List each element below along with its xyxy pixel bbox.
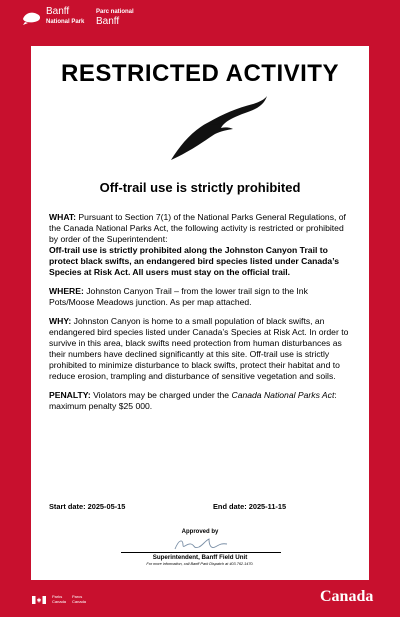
agency-signature bbox=[52, 594, 87, 604]
signer-title: Superintendent, Banff Field Unit bbox=[152, 554, 248, 561]
park-name-fr: Parc national Banff bbox=[96, 9, 134, 27]
why-label: WHY: bbox=[49, 316, 72, 326]
parks-canada-beaver-logo-icon bbox=[22, 10, 42, 26]
signature bbox=[171, 535, 231, 553]
penalty-paragraph bbox=[49, 390, 354, 412]
canada-wordmark: Canada bbox=[320, 588, 374, 605]
what-bold-text: Off-trail use is strictly prohibited along the Johnston Canyon Trail to protect black swifts, an endangered bird species listed under Canada’s Species at Risk Act. All users must stay on the official trail. bbox=[49, 245, 340, 277]
why-paragraph bbox=[49, 316, 354, 382]
sign-title: RESTRICTED ACTIVITY bbox=[61, 60, 339, 87]
sign-sheet bbox=[31, 46, 369, 580]
canada-flag-icon bbox=[32, 596, 46, 604]
agency-en: Parks Canada bbox=[52, 594, 67, 604]
start-date: Start date: 2025-05-15 bbox=[49, 502, 126, 511]
penalty-act-name: Canada National Parks Act bbox=[231, 390, 335, 400]
sign-body bbox=[49, 212, 354, 420]
penalty-label: PENALTY: bbox=[49, 390, 91, 400]
signature-line bbox=[121, 552, 281, 553]
what-label: WHAT: bbox=[49, 212, 77, 222]
where-label: WHERE: bbox=[49, 286, 84, 296]
penalty-text-before: Violators may be charged under the bbox=[90, 390, 232, 400]
black-swift-bird-icon bbox=[169, 94, 269, 162]
park-name-en: Banff National Park bbox=[46, 6, 85, 25]
penalty-text-after: : maximum penalty $25 000. bbox=[49, 390, 337, 411]
agency-fr: Parcs Canada bbox=[72, 594, 87, 604]
approved-by-label: Approved by bbox=[181, 529, 219, 535]
why-text: Johnston Canyon is home to a small population of black swifts, an endangered bird species listed under Canada’s Species at Risk Act. In order to survive in this area, black swifts need protection from human disturbances as their numbers have declined significantly at this site. Off-trail use is strictly prohibited to minimize disturbance to black swifts, protect their habitat and to reduce erosion, trampling and disturbance of sensitive vegetation and soils. bbox=[49, 316, 349, 381]
where-text: Johnston Canyon Trail – from the lower trail sign to the Ink Pots/Moose Meadows junction. As per map attached. bbox=[49, 286, 308, 307]
what-text: Pursuant to Section 7(1) of the National Parks General Regulations, of the Canada National Parks Act, the following activity is restricted or prohibited by order of the Superintendent: bbox=[49, 212, 346, 244]
dates-row bbox=[49, 502, 354, 511]
contact-info: For more information, call Banff Park Dispatch at 403.762.1470. bbox=[146, 562, 254, 566]
what-paragraph bbox=[49, 212, 354, 278]
where-paragraph bbox=[49, 286, 354, 308]
park-header bbox=[0, 0, 400, 44]
end-date: End date: 2025-11-15 bbox=[213, 502, 287, 511]
sign-subtitle: Off-trail use is strictly prohibited bbox=[99, 180, 301, 195]
